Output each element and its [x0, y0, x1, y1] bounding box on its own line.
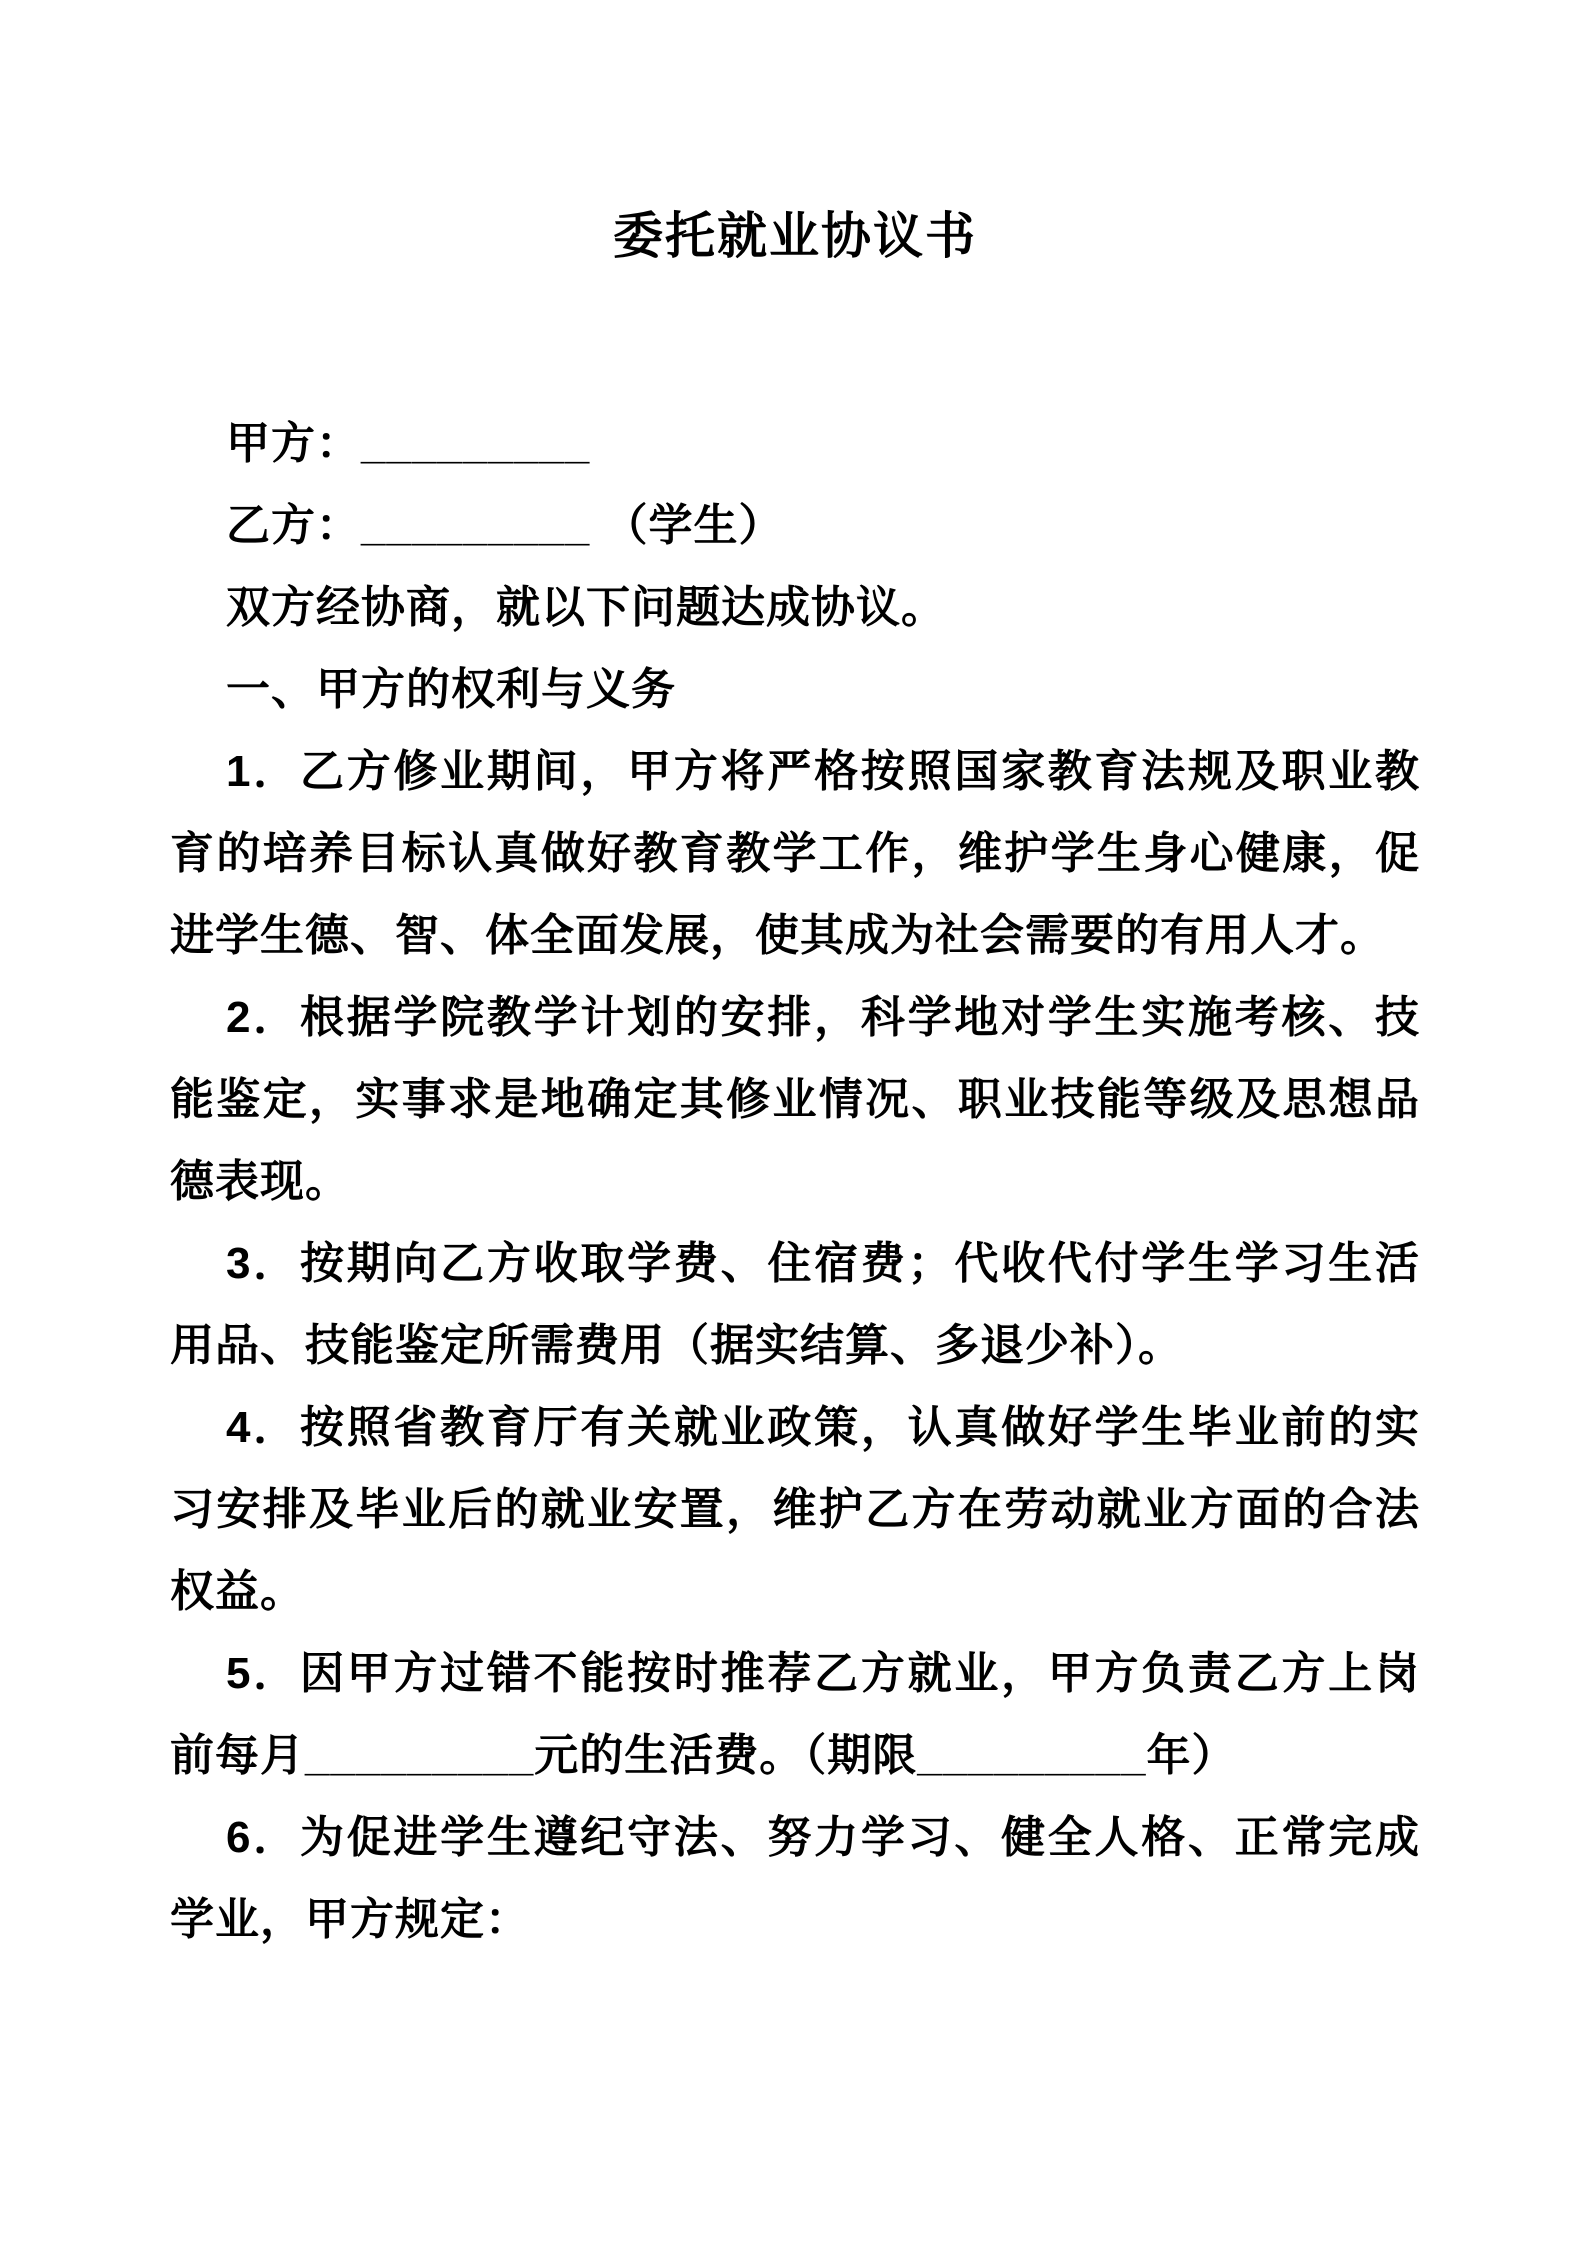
- party-b-line: 乙方：_________ （学生）: [226, 501, 784, 550]
- party-a-line: 甲方：_________: [226, 419, 591, 468]
- clause-1: 1．乙方修业期间，甲方将严格按照国家教育法规及职业教育的培养目标认真做好教育教学工作，维护学生身心健康，促进学生德、智、体全面发展，使其成为社会需要的有用人才。: [170, 747, 1420, 960]
- clause-2: 2．根据学院教学计划的安排，科学地对学生实施考核、技能鉴定，实事求是地确定其修业情况、职业技能等级及思想品德表现。: [170, 993, 1420, 1206]
- clause-6: 6．为促进学生遵纪守法、努力学习、健全人格、正常完成学业，甲方规定：: [170, 1813, 1420, 1944]
- document-title: 委托就业协议书: [613, 208, 977, 264]
- clause-4: 4．按照省教育厅有关就业政策，认真做好学生毕业前的实习安排及毕业后的就业安置，维护乙方在劳动就业方面的合法权益。: [170, 1403, 1420, 1616]
- section-heading: 一、甲方的权利与义务: [226, 665, 676, 714]
- preamble-line: 双方经协商，就以下问题达成协议。: [226, 583, 946, 632]
- clause-3: 3．按期向乙方收取学费、住宿费；代收代付学生学习生活用品、技能鉴定所需费用（据实结算、多退少补）。: [170, 1239, 1420, 1370]
- clause-5: 5．因甲方过错不能按时推荐乙方就业，甲方负责乙方上岗前每月_________元的生活费。（期限_________年）: [170, 1649, 1420, 1780]
